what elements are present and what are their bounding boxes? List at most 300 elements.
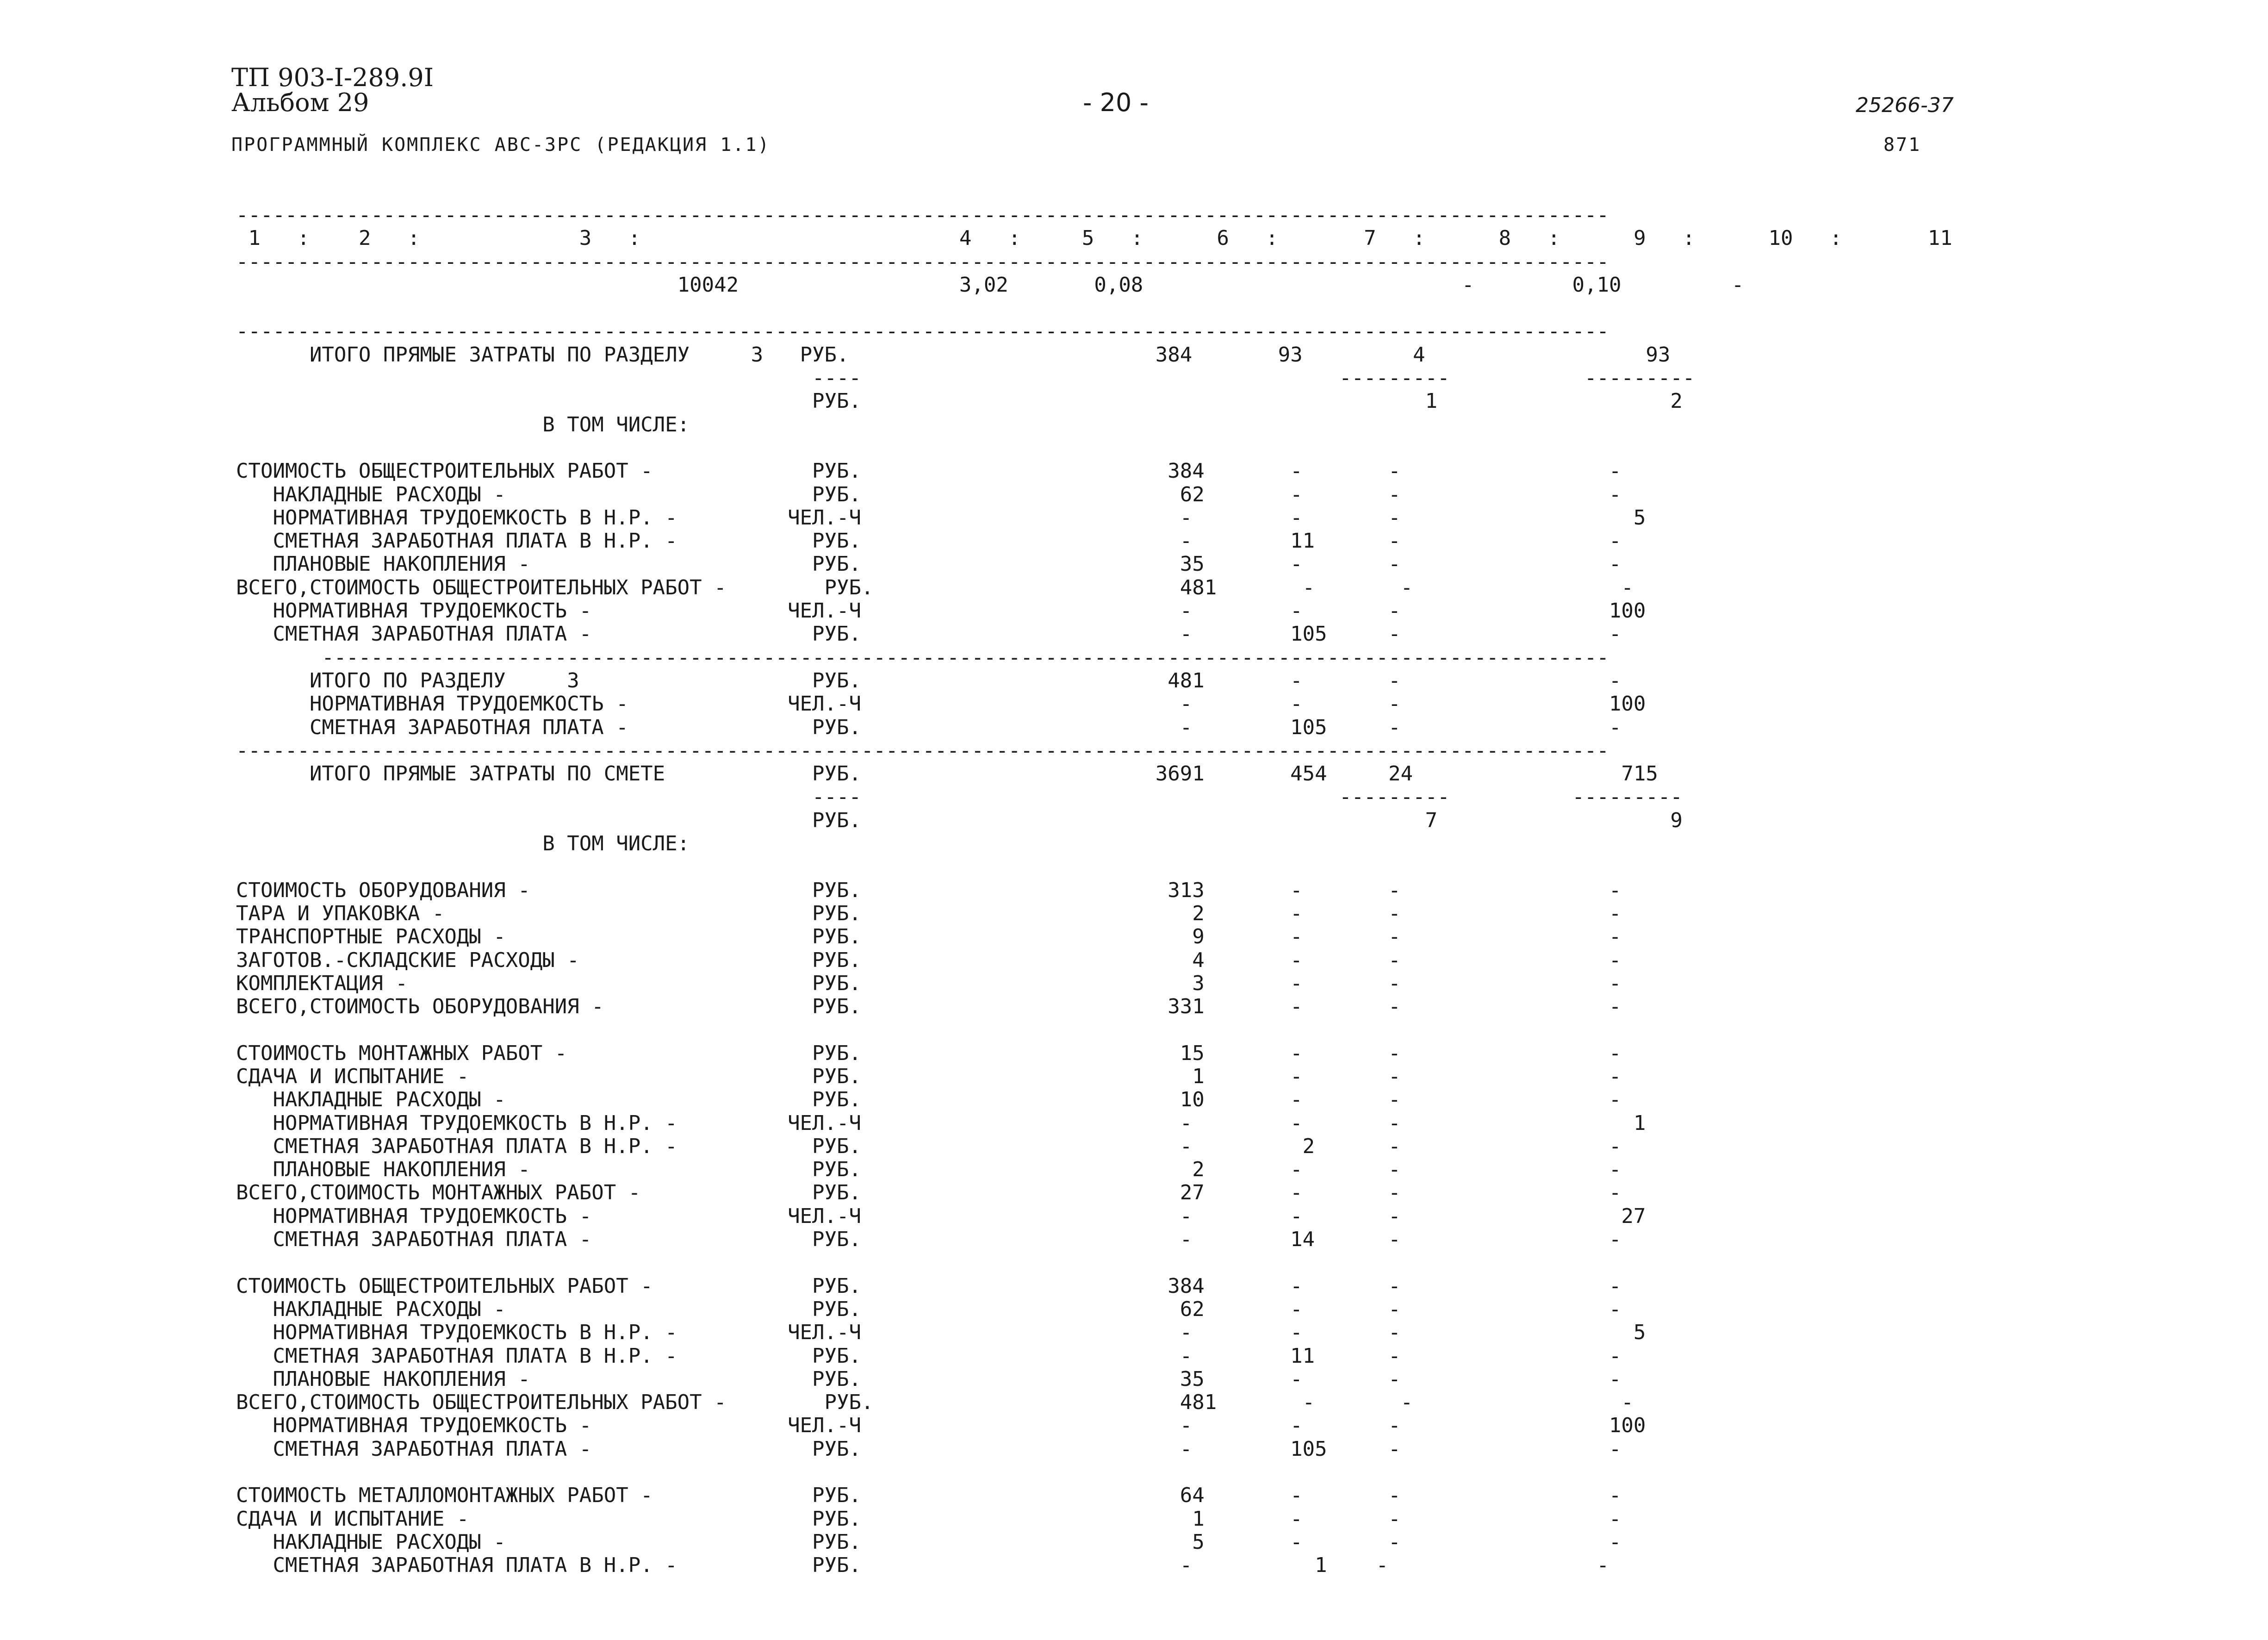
- archive-number: 25266-37: [1856, 94, 1954, 117]
- table-row: [236, 1088, 1952, 1111]
- row-cell-c4: 384: [886, 1274, 1205, 1298]
- table-row: [236, 460, 1952, 483]
- row-cell-c5: -: [1204, 948, 1303, 972]
- row-cell-c2: РУБ.: [775, 995, 886, 1019]
- row-cell-c4: -: [886, 716, 1205, 739]
- row-cell-c4: -: [886, 1437, 1205, 1461]
- row-cell-c2: РУБ.: [788, 576, 898, 599]
- row-cell-c4: 384: [886, 460, 1205, 483]
- table-row: [236, 1321, 1952, 1344]
- row-cell-c2: РУБ.: [775, 809, 886, 832]
- row-cell-c2: РУБ.: [775, 1088, 886, 1112]
- row-cell-c5: -: [1204, 1158, 1303, 1182]
- table-row: [236, 390, 1952, 413]
- row-cell-c4: [861, 367, 1205, 390]
- row-cell-c8: -: [1400, 1135, 1622, 1158]
- row-cell-c5: -: [1204, 692, 1303, 716]
- column-number: 5: [1081, 227, 1094, 250]
- row-cell-c2: РУБ.: [775, 623, 886, 646]
- column-separator: :: [1229, 227, 1278, 250]
- row-cell-c8: -: [1400, 1344, 1622, 1368]
- row-cell-c5: -: [1217, 1391, 1315, 1415]
- row-cell-c2: ЧЕЛ.-Ч: [775, 1414, 886, 1438]
- row-cell-c2: ----: [775, 786, 886, 809]
- row-cell-c2: ЧЕЛ.-Ч: [775, 1111, 886, 1135]
- blank-line: [236, 297, 1952, 320]
- table-row: [236, 809, 1952, 832]
- column-spacer: [1278, 227, 1364, 250]
- column-separator: :: [971, 227, 1021, 250]
- row-cell-c4: 1: [886, 1065, 1205, 1088]
- row-cell-c1: [236, 809, 776, 832]
- column-number: 4: [959, 227, 972, 250]
- row-cell-c5: -: [1204, 995, 1303, 1019]
- table-row: [236, 1438, 1952, 1461]
- row-cell-c6: -: [1302, 692, 1401, 716]
- row-cell-c8: ---------: [1449, 786, 1683, 809]
- row-cell-c8: -: [1400, 1507, 1622, 1531]
- row-cell-c8: ---------: [1449, 367, 1695, 390]
- row-cell-c1: ЗАГОТОВ.-СКЛАДСКИЕ РАСХОДЫ -: [236, 948, 776, 972]
- row-cell-c4: -: [886, 1414, 1205, 1438]
- blank-line: [236, 1461, 1952, 1484]
- row-cell-c1: НОРМАТИВНАЯ ТРУДОЕМКОСТЬ В Н.Р. -: [236, 1111, 776, 1135]
- row-cell-c4: 481: [886, 669, 1205, 692]
- program-title: ПРОГРАММНЫЙ КОМПЛЕКС АВС-3РС (РЕДАКЦИЯ 1.1): [231, 134, 770, 156]
- row-cell-c1: НОРМАТИВНАЯ ТРУДОЕМКОСТЬ В Н.Р. -: [236, 1321, 776, 1345]
- table-row: [236, 949, 1952, 972]
- row-cell-c4: -: [886, 1135, 1205, 1158]
- row-cell-c8: 2: [1437, 390, 1683, 413]
- row-cell-c8: -: [1400, 972, 1622, 995]
- column-number: 2: [358, 227, 371, 250]
- blank-line: [236, 1018, 1952, 1041]
- table-row: [236, 1414, 1952, 1437]
- row-cell-c1: СДАЧА И ИСПЫТАНИЕ -: [236, 1065, 776, 1088]
- row-cell-c6: -: [1302, 1041, 1401, 1065]
- rule-dashes: ----------------------------------------------------------------------------------------------------------------: [236, 204, 1609, 227]
- table-row: [236, 1484, 1952, 1507]
- table-row: [236, 832, 1952, 855]
- row-cell-c2: РУБ.: [775, 1041, 886, 1065]
- row-cell-c8: -: [1400, 1367, 1622, 1391]
- column-separator: :: [1376, 227, 1425, 250]
- row-cell-c4: 481: [898, 576, 1217, 599]
- row-cell-c2: ----: [775, 367, 862, 390]
- row-cell-c8: -: [1400, 1228, 1622, 1252]
- row-cell-c6: 4: [1302, 343, 1425, 367]
- row-cell-c5: [1205, 390, 1315, 413]
- column-spacer: [640, 227, 959, 250]
- row-cell-c8: -: [1400, 1297, 1622, 1321]
- table-row: [236, 1298, 1952, 1321]
- row-cell-c8: -: [1400, 460, 1622, 483]
- row-cell-c4: 35: [886, 1367, 1205, 1391]
- row-cell-c4: -: [886, 1228, 1205, 1252]
- row-cell-c6: -: [1327, 1437, 1401, 1461]
- row-cell-c6: 24: [1327, 762, 1413, 786]
- row-cell-c5: -: [1204, 1530, 1303, 1554]
- row-cell-c8: -: [1400, 553, 1622, 576]
- row-cell-c5: -: [1204, 1414, 1303, 1438]
- row-cell-c1: ИТОГО ПО РАЗДЕЛУ 3: [236, 669, 776, 692]
- row-cell-c2: РУБ.: [775, 1367, 886, 1391]
- row-cell-c5: [1205, 786, 1315, 809]
- row-cell-c8: 100: [1400, 1414, 1646, 1438]
- row-cell-c2: РУБ.: [775, 1437, 886, 1461]
- row-cell-c8: -: [1400, 925, 1622, 949]
- table-row: [236, 1275, 1952, 1298]
- row-cell-c8: -: [1400, 879, 1622, 902]
- row-cell-c4: -: [886, 1554, 1205, 1578]
- column-number: 7: [1364, 227, 1376, 250]
- row-cell-c8: 100: [1400, 599, 1646, 623]
- row-cell-c8: -: [1400, 1158, 1622, 1182]
- row-cell-c6: -: [1315, 1135, 1401, 1158]
- row-cell-c1: ИТОГО ПРЯМЫЕ ЗАТРАТЫ ПО РАЗДЕЛУ 3: [236, 343, 764, 367]
- row-cell-c6: -: [1327, 1554, 1389, 1578]
- row-cell-c8: -: [1400, 530, 1622, 553]
- row-cell-c6: -: [1315, 1391, 1413, 1415]
- row-cell-c8: -: [1388, 1554, 1609, 1578]
- row-cell-c4: 313: [886, 879, 1205, 902]
- table-rule: [236, 204, 1952, 227]
- row-cell-c8: -: [1413, 1391, 1634, 1415]
- row-cell-c2: РУБ.: [775, 902, 886, 925]
- row-cell-c4: 62: [886, 483, 1205, 506]
- column-spacer: [1425, 227, 1499, 250]
- row-cell-c5: 14: [1204, 1228, 1315, 1252]
- row-cell-c8: -: [1400, 716, 1622, 739]
- table-row: [236, 1554, 1952, 1577]
- table-row: [236, 902, 1952, 925]
- column-number: 8: [1498, 227, 1511, 250]
- column-number: 6: [1217, 227, 1229, 250]
- row-cell-c5: -: [1204, 1111, 1303, 1135]
- row-cell-c1: НОРМАТИВНАЯ ТРУДОЕМКОСТЬ -: [236, 1204, 776, 1228]
- row-cell-c5: -: [1204, 1065, 1303, 1088]
- row-cell-c4: -: [886, 623, 1205, 646]
- row-cell-c5: -: [1204, 1088, 1303, 1112]
- row-cell-c1: ВСЕГО,СТОИМОСТЬ ОБОРУДОВАНИЯ -: [236, 995, 776, 1019]
- column-separator: :: [1793, 227, 1842, 250]
- row-cell-c6: -: [1302, 1065, 1401, 1088]
- row-cell-c1: СМЕТНАЯ ЗАРАБОТНАЯ ПЛАТА В Н.Р. -: [236, 1344, 776, 1368]
- row-cell-c5: -: [1204, 669, 1303, 692]
- column-separator: :: [261, 227, 310, 250]
- column-spacer: [236, 227, 249, 250]
- row-cell-c8: 9: [1437, 809, 1683, 832]
- row-cell-c6: -: [1302, 948, 1401, 972]
- table-rule: [236, 646, 1952, 669]
- row-cell-c1: СМЕТНАЯ ЗАРАБОТНАЯ ПЛАТА В Н.Р. -: [236, 1135, 776, 1158]
- table-row: [236, 274, 1952, 297]
- column-number: 1: [248, 227, 261, 250]
- row-cell-c5: -: [1204, 879, 1303, 902]
- row-cell-c2: 3,02: [739, 273, 1008, 297]
- row-cell-c2: ЧЕЛ.-Ч: [775, 1204, 886, 1228]
- table-row: [236, 1065, 1952, 1088]
- rule-dashes: ----------------------------------------------------------------------------------------------------------------: [236, 320, 1609, 343]
- table-row: [236, 1112, 1952, 1135]
- table-row: [236, 786, 1952, 809]
- blank-line: [236, 855, 1952, 879]
- row-cell-c8: -: [1400, 669, 1622, 692]
- row-cell-c8: 100: [1400, 692, 1646, 716]
- row-cell-c1: НОРМАТИВНАЯ ТРУДОЕМКОСТЬ -: [236, 692, 776, 716]
- row-cell-c6: -: [1302, 553, 1401, 576]
- row-cell-c5: -: [1204, 972, 1303, 995]
- row-cell-c2: РУБ.: [775, 390, 862, 413]
- row-cell-c6: -: [1302, 1530, 1401, 1554]
- column-number: 10: [1768, 227, 1793, 250]
- row-cell-c8: 715: [1413, 762, 1658, 786]
- table-row: [236, 623, 1952, 646]
- row-cell-c6: -: [1302, 1484, 1401, 1508]
- row-cell-c5: -: [1204, 460, 1303, 483]
- column-number: 9: [1634, 227, 1646, 250]
- row-cell-c7: 0,10: [1474, 273, 1622, 297]
- table-row: [236, 692, 1952, 716]
- row-cell-c4: 35: [886, 553, 1205, 576]
- row-cell-c8: -: [1413, 576, 1634, 599]
- row-cell-c8: -: [1400, 995, 1622, 1019]
- row-cell-c1: НАКЛАДНЫЕ РАСХОДЫ -: [236, 1530, 776, 1554]
- row-cell-c6: 1: [1315, 390, 1438, 413]
- row-cell-c5: -: [1204, 1041, 1303, 1065]
- row-cell-c5: -: [1204, 553, 1303, 576]
- row-cell-c2: РУБ.: [763, 343, 849, 367]
- row-cell-c5: 1: [1204, 1554, 1327, 1578]
- column-spacer: [310, 227, 359, 250]
- row-cell-c1: НОРМАТИВНАЯ ТРУДОЕМКОСТЬ -: [236, 599, 776, 623]
- row-cell-c4: 27: [886, 1181, 1205, 1205]
- column-separator: :: [591, 227, 641, 250]
- row-cell-c2: РУБ.: [775, 762, 886, 786]
- row-cell-c5: -: [1217, 576, 1315, 599]
- row-cell-c2: ЧЕЛ.-Ч: [775, 599, 886, 623]
- row-cell-c5: 93: [1192, 343, 1303, 367]
- row-cell-c4: -: [886, 599, 1205, 623]
- row-cell-c5: -: [1204, 599, 1303, 623]
- row-cell-c5: -: [1204, 1367, 1303, 1391]
- row-cell-c1: СТОИМОСТЬ МОНТАЖНЫХ РАБОТ -: [236, 1041, 776, 1065]
- row-cell-c4: 481: [898, 1391, 1217, 1415]
- rule-dashes: ---------------------------------------------------------------------------------------------------------: [236, 646, 1609, 669]
- row-cell-c5: -: [1204, 1181, 1303, 1205]
- column-separator: :: [1646, 227, 1695, 250]
- table-row: [236, 1205, 1952, 1228]
- row-cell-c2: РУБ.: [775, 1228, 886, 1252]
- row-cell-c6: -: [1302, 1297, 1401, 1321]
- column-number: 11: [1927, 227, 1952, 250]
- row-cell-c2: РУБ.: [775, 1484, 886, 1508]
- row-cell-c4: 3691: [886, 762, 1205, 786]
- row-cell-c2: РУБ.: [775, 483, 886, 506]
- row-cell-c6: -: [1302, 1414, 1401, 1438]
- row-cell-c8: -: [1621, 273, 1744, 297]
- row-cell-c5: -: [1204, 1204, 1303, 1228]
- row-cell-c6: -: [1302, 1088, 1401, 1112]
- row-cell-c1: НАКЛАДНЫЕ РАСХОДЫ -: [236, 483, 776, 506]
- row-cell-c6: -: [1302, 460, 1401, 483]
- table-row: [236, 972, 1952, 995]
- row-cell-c2: РУБ.: [775, 1344, 886, 1368]
- row-cell-c1: СМЕТНАЯ ЗАРАБОТНАЯ ПЛАТА -: [236, 716, 776, 739]
- row-cell-c1: ВСЕГО,СТОИМОСТЬ ОБЩЕСТРОИТЕЛЬНЫХ РАБОТ -: [236, 1391, 788, 1415]
- table-row: [236, 1345, 1952, 1368]
- row-cell-c2: РУБ.: [775, 1135, 886, 1158]
- row-cell-c6: -: [1302, 1204, 1401, 1228]
- row-cell-c5: [1205, 367, 1315, 390]
- rule-dashes: ----------------------------------------------------------------------------------------------------------------: [236, 739, 1609, 762]
- table-row: [236, 1158, 1952, 1181]
- row-cell-c4: -: [886, 1111, 1205, 1135]
- row-cell-c2: РУБ.: [775, 553, 886, 576]
- table-row: [236, 1228, 1952, 1251]
- row-cell-c8: -: [1400, 902, 1622, 925]
- blank-line: [236, 1251, 1952, 1274]
- table-row: [236, 530, 1952, 553]
- row-cell-c4: -: [886, 1204, 1205, 1228]
- row-cell-c5: -: [1204, 1297, 1303, 1321]
- row-cell-c5: -: [1204, 1274, 1303, 1298]
- table-rule: [236, 250, 1952, 274]
- row-cell-c2: ЧЕЛ.-Ч: [775, 1321, 886, 1345]
- row-cell-c4: 331: [886, 995, 1205, 1019]
- album-label: Альбом 29: [231, 88, 369, 117]
- row-cell-c2: РУБ.: [775, 530, 886, 553]
- row-cell-c6: -: [1315, 576, 1413, 599]
- row-cell-c1: СТОИМОСТЬ ОБЩЕСТРОИТЕЛЬНЫХ РАБОТ -: [236, 1274, 776, 1298]
- column-spacer: [1560, 227, 1634, 250]
- row-cell-c8: -: [1400, 1181, 1622, 1205]
- row-cell-c6: -: [1143, 273, 1474, 297]
- row-cell-c2: РУБ.: [775, 669, 886, 692]
- document-code: ТП 903-I-289.9I: [231, 63, 434, 92]
- row-cell-c5: -: [1204, 506, 1303, 530]
- column-separator: :: [1094, 227, 1143, 250]
- row-cell-c8: -: [1400, 1437, 1622, 1461]
- table-row: [236, 1508, 1952, 1531]
- table-row: [236, 483, 1952, 506]
- table-row: [236, 762, 1952, 786]
- row-cell-c5: 105: [1204, 1437, 1327, 1461]
- row-cell-c8: -: [1400, 483, 1622, 506]
- row-cell-c1: [236, 390, 776, 413]
- row-cell-c4: 2: [886, 902, 1205, 925]
- row-cell-c6: -: [1315, 1228, 1401, 1252]
- row-cell-c6: -: [1302, 669, 1401, 692]
- row-cell-c5: [1205, 809, 1315, 832]
- row-cell-c8: 1: [1400, 1111, 1646, 1135]
- row-cell-c1: СМЕТНАЯ ЗАРАБОТНАЯ ПЛАТА В Н.Р. -: [236, 530, 776, 553]
- column-spacer: [1020, 227, 1081, 250]
- table-row: [236, 925, 1952, 948]
- row-cell-c6: -: [1302, 1507, 1401, 1531]
- row-cell-c1: ВСЕГО,СТОИМОСТЬ ОБЩЕСТРОИТЕЛЬНЫХ РАБОТ -: [236, 576, 788, 599]
- row-cell-c6: -: [1315, 1344, 1401, 1368]
- row-cell-c6: 7: [1315, 809, 1438, 832]
- row-cell-c5: -: [1204, 483, 1303, 506]
- row-cell-c8: 27: [1400, 1204, 1646, 1228]
- row-cell-c2: ЧЕЛ.-Ч: [775, 692, 886, 716]
- table-row: [236, 1391, 1952, 1414]
- page-number: - 20 -: [1083, 88, 1149, 117]
- row-cell-c4: 3: [886, 972, 1205, 995]
- row-cell-c2: РУБ.: [775, 1297, 886, 1321]
- estimate-listing: [236, 204, 1952, 1578]
- row-cell-c2: РУБ.: [788, 1391, 898, 1415]
- row-cell-c1: ТРАНСПОРТНЫЕ РАСХОДЫ -: [236, 925, 776, 949]
- row-cell-c1: СМЕТНАЯ ЗАРАБОТНАЯ ПЛАТА -: [236, 623, 776, 646]
- row-cell-c1: СТОИМОСТЬ МЕТАЛЛОМОНТАЖНЫХ РАБОТ -: [236, 1484, 776, 1508]
- row-cell-c6: -: [1302, 1367, 1401, 1391]
- table-row: [236, 995, 1952, 1018]
- row-cell-c6: -: [1302, 1181, 1401, 1205]
- table-row: [236, 716, 1952, 739]
- row-cell-c1: НОРМАТИВНАЯ ТРУДОЕМКОСТЬ В Н.Р. -: [236, 506, 776, 530]
- row-cell-c4: -: [886, 692, 1205, 716]
- row-cell-c4: 15: [886, 1041, 1205, 1065]
- row-cell-c4: [861, 390, 1205, 413]
- column-spacer: [1695, 227, 1769, 250]
- row-cell-c1: СДАЧА И ИСПЫТАНИЕ -: [236, 1507, 776, 1531]
- row-cell-c6: -: [1302, 1158, 1401, 1182]
- row-cell-c2: РУБ.: [775, 1507, 886, 1531]
- row-cell-c8: -: [1400, 1274, 1622, 1298]
- table-row: [236, 1042, 1952, 1065]
- table-row: [236, 1135, 1952, 1158]
- row-cell-c1: ИТОГО ПРЯМЫЕ ЗАТРАТЫ ПО СМЕТЕ: [236, 762, 776, 786]
- row-cell-c5: 11: [1204, 1344, 1315, 1368]
- row-cell-c8: -: [1400, 1088, 1622, 1112]
- row-cell-c2: РУБ.: [775, 1158, 886, 1182]
- row-cell-c1: СМЕТНАЯ ЗАРАБОТНАЯ ПЛАТА -: [236, 1228, 776, 1252]
- row-cell-c2: РУБ.: [775, 1274, 886, 1298]
- row-cell-c1: В ТОМ ЧИСЛЕ:: [236, 413, 690, 437]
- row-cell-c6: -: [1302, 599, 1401, 623]
- table-rule: [236, 320, 1952, 343]
- row-cell-c1: [236, 786, 776, 809]
- table-row: [236, 506, 1952, 530]
- table-rule: [236, 739, 1952, 762]
- row-cell-c4: 5: [886, 1530, 1205, 1554]
- row-cell-c6: ---------: [1315, 786, 1450, 809]
- row-cell-c4: [886, 809, 1205, 832]
- row-cell-c5: -: [1204, 1484, 1303, 1508]
- row-cell-c6: ---------: [1315, 367, 1450, 390]
- row-cell-c4: -: [886, 506, 1205, 530]
- row-cell-c5: 454: [1204, 762, 1327, 786]
- row-cell-c8: -: [1400, 1530, 1622, 1554]
- row-cell-c1: НАКЛАДНЫЕ РАСХОДЫ -: [236, 1088, 776, 1112]
- table-row: [236, 553, 1952, 576]
- column-separator: :: [371, 227, 420, 250]
- table-row: [236, 669, 1952, 692]
- row-cell-c6: -: [1327, 716, 1401, 739]
- row-cell-c1: ТАРА И УПАКОВКА -: [236, 902, 776, 925]
- row-cell-c1: КОМПЛЕКТАЦИЯ -: [236, 972, 776, 995]
- row-cell-c6: -: [1302, 1274, 1401, 1298]
- row-cell-c4: 2: [886, 1158, 1205, 1182]
- row-cell-c2: РУБ.: [775, 716, 886, 739]
- row-cell-c6: -: [1302, 902, 1401, 925]
- row-cell-c6: -: [1302, 1321, 1401, 1345]
- row-cell-c4: 384: [849, 343, 1193, 367]
- row-cell-c1: НАКЛАДНЫЕ РАСХОДЫ -: [236, 1297, 776, 1321]
- row-cell-c5: 2: [1204, 1135, 1315, 1158]
